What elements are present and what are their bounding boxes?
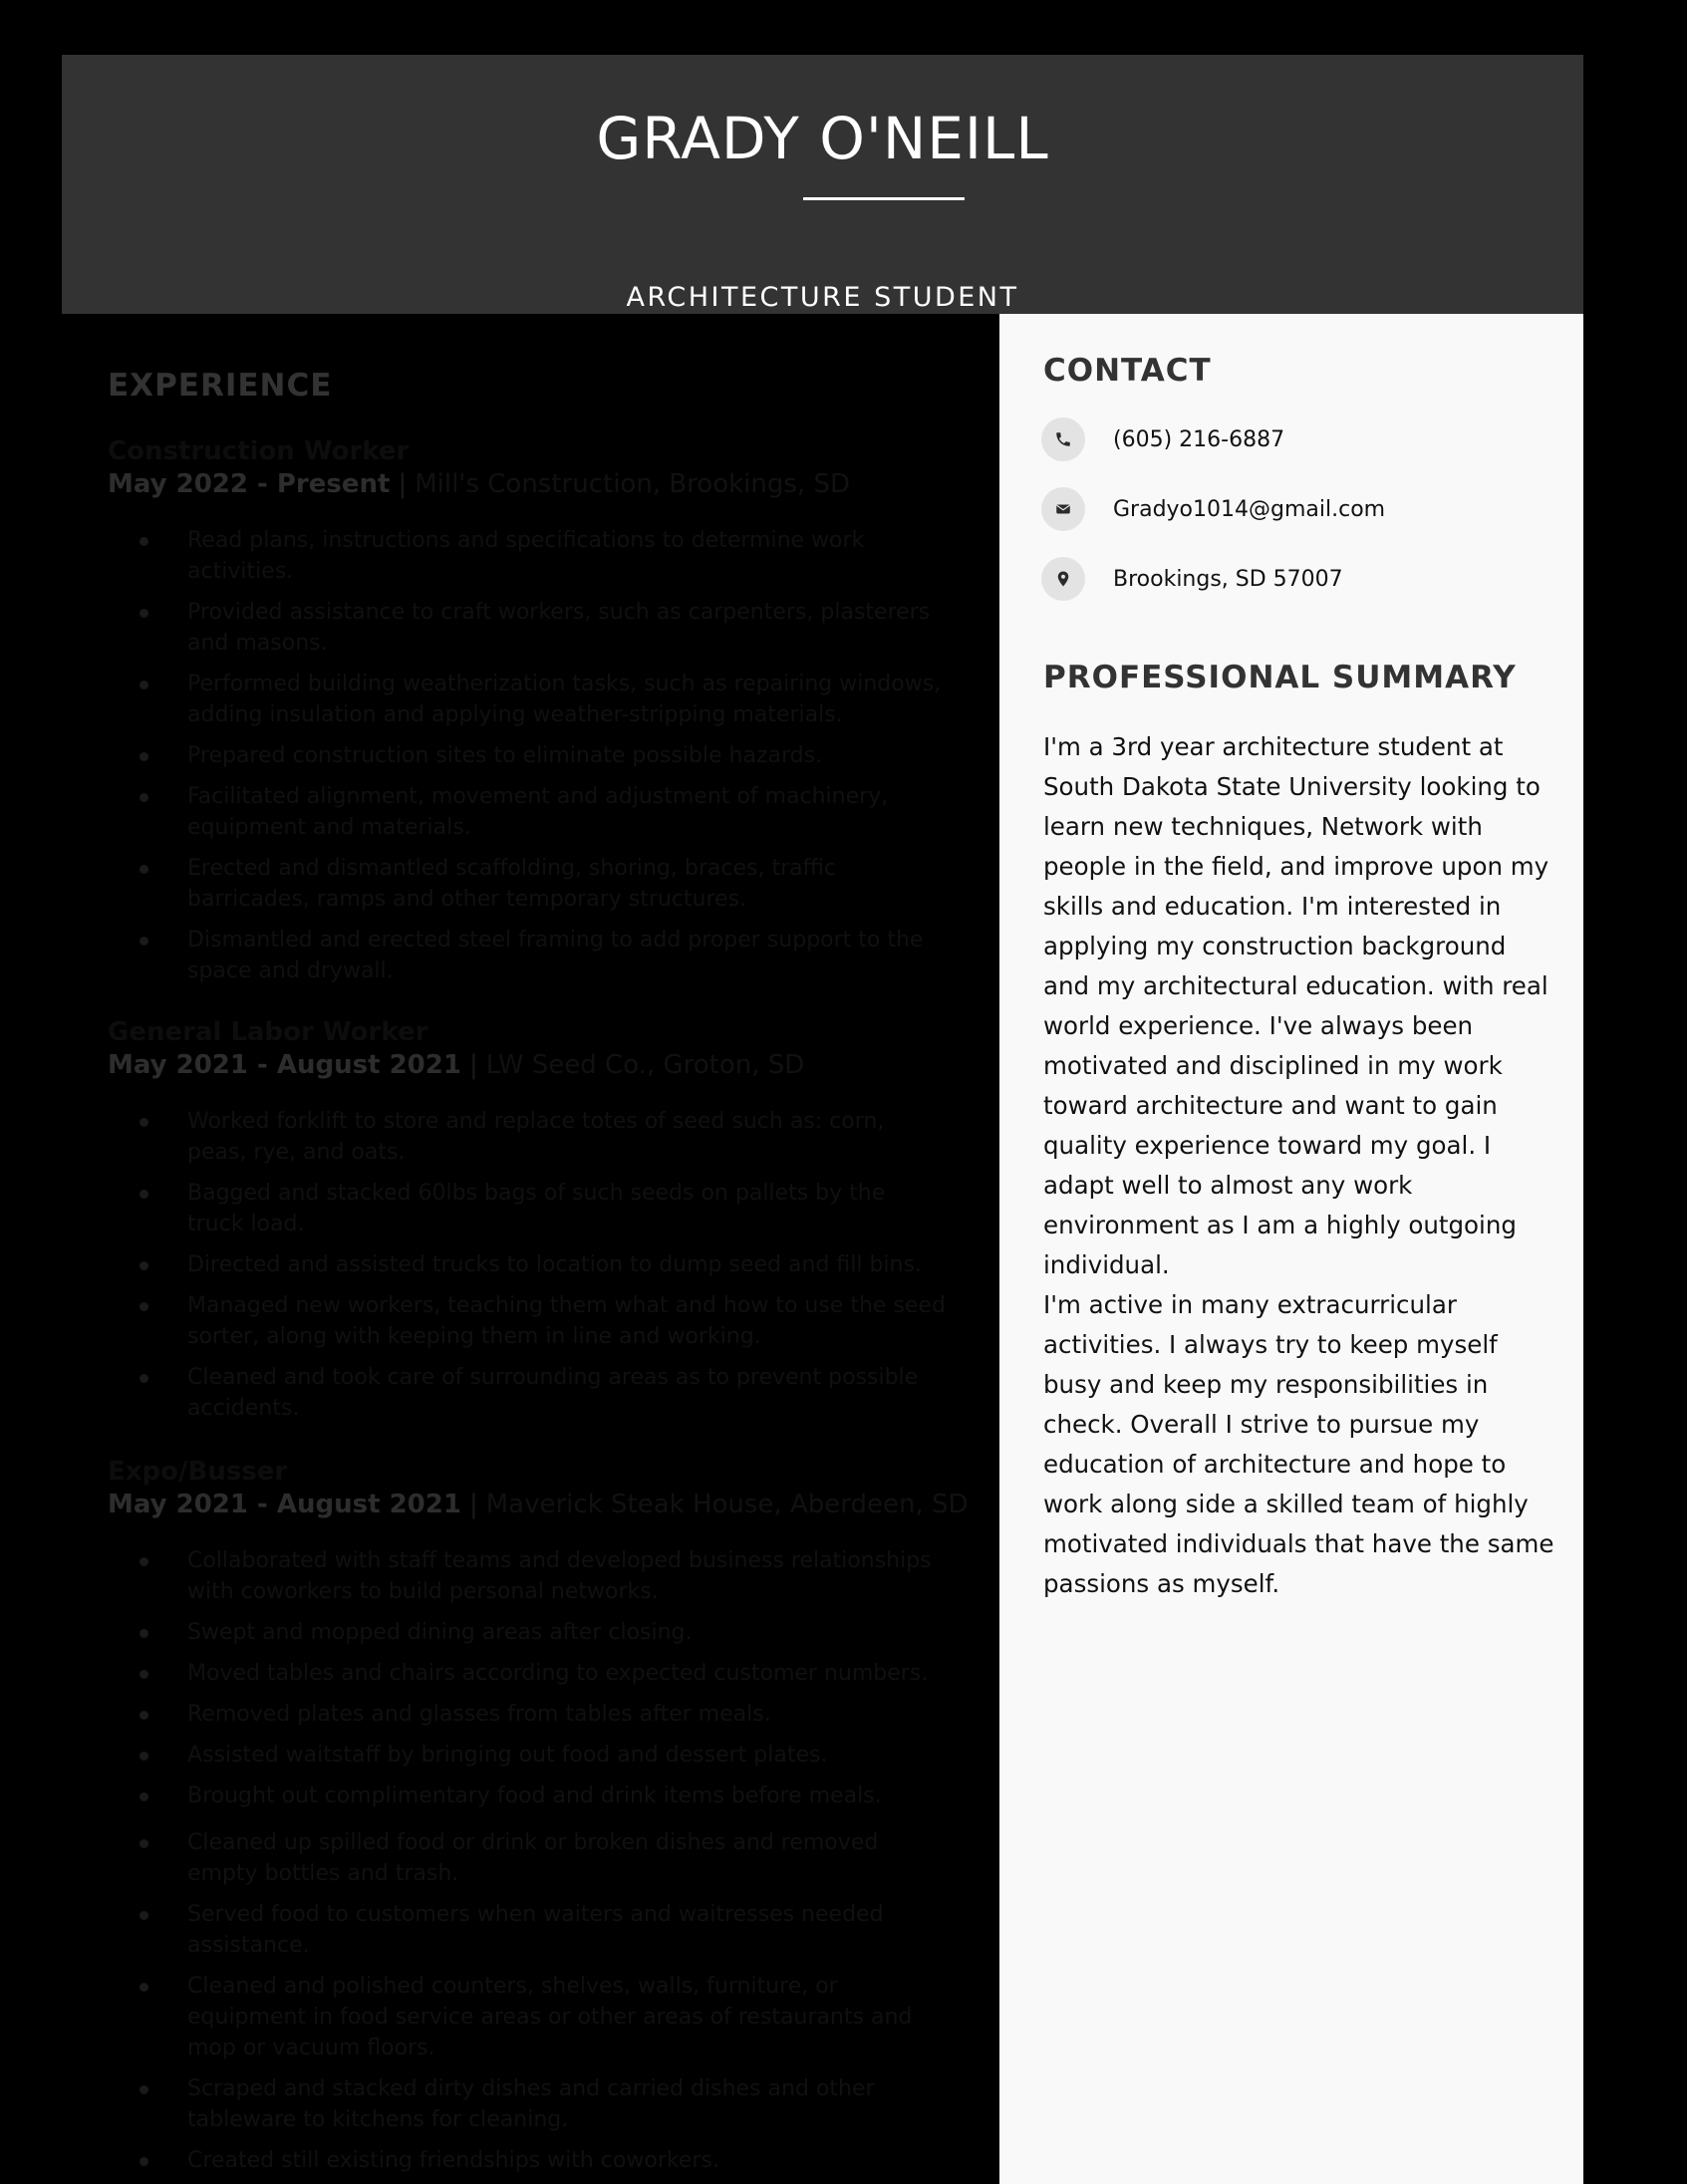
job-dates: May 2021 - August 2021 xyxy=(108,1490,461,1519)
job-bullets xyxy=(130,1106,947,1424)
header-divider xyxy=(803,197,965,200)
list-item: Assisted waitstaff by bringing out food and dessert plates. xyxy=(130,1740,947,1771)
job-company: Maverick Steak House, Aberdeen, SD xyxy=(485,1490,969,1519)
job-company: Mill's Construction, Brookings, SD xyxy=(415,469,850,499)
candidate-role: ARCHITECTURE STUDENT xyxy=(626,282,1019,313)
list-item: Cleaned and polished counters, shelves, walls, furniture, or equipment in food service areas or other areas of restaurants and mop or vacuum floors. xyxy=(130,1971,947,2063)
map-pin-icon xyxy=(1041,557,1085,601)
candidate-name: GRADY O'NEILL xyxy=(596,105,1049,172)
job-separator: | xyxy=(398,469,408,499)
list-item: Directed and assisted trucks to location to dump seed and fill bins. xyxy=(130,1249,947,1280)
job-meta xyxy=(108,471,850,497)
list-item: Served food to customers when waiters and waitresses needed assistance. xyxy=(130,1899,947,1961)
list-item: Erected and dismantled scaffolding, shoring, braces, traffic barricades, ramps and other temporary structures. xyxy=(130,853,947,915)
contact-phone xyxy=(1041,417,1284,461)
job-title: General Labor Worker xyxy=(108,1017,428,1047)
email-address: Gradyo1014@gmail.com xyxy=(1113,496,1386,522)
phone-icon xyxy=(1041,417,1085,461)
summary-heading: PROFESSIONAL SUMMARY xyxy=(1043,660,1517,695)
list-item: Managed new workers, teaching them what and how to use the seed sorter, along with keeping them in line and working. xyxy=(130,1290,947,1352)
job-bullets xyxy=(130,1545,947,2176)
phone-number: (605) 216-6887 xyxy=(1113,426,1285,452)
job-dates: May 2022 - Present xyxy=(108,469,391,499)
envelope-icon xyxy=(1041,487,1085,531)
list-item: Swept and mopped dining areas after closing. xyxy=(130,1617,947,1648)
contact-heading: CONTACT xyxy=(1043,353,1212,389)
list-item: Moved tables and chairs according to expected customer numbers. xyxy=(130,1658,947,1689)
job-separator: | xyxy=(468,1490,478,1519)
job-company: LW Seed Co., Groton, SD xyxy=(485,1050,805,1080)
list-item: Provided assistance to craft workers, such as carpenters, plasterers and masons. xyxy=(130,597,947,659)
contact-email xyxy=(1041,487,1385,531)
list-item: Brought out complimentary food and drink items before meals. xyxy=(130,1780,947,1811)
list-item: Bagged and stacked 60lbs bags of such seeds on pallets by the truck load. xyxy=(130,1178,947,1239)
job-bullets xyxy=(130,525,947,986)
resume-header xyxy=(62,55,1583,314)
summary-paragraph: I'm active in many extracurricular activities. I always try to keep myself busy and keep my responsibilities in check. Overall I strive to pursue my education of architecture and hope to work along side a skilled team of highly motivated individuals that have the same passions as myself. xyxy=(1043,1290,1554,1598)
list-item: Prepared construction sites to eliminate possible hazards. xyxy=(130,740,947,771)
list-item: Removed plates and glasses from tables after meals. xyxy=(130,1699,947,1730)
list-item: Cleaned up spilled food or drink or broken dishes and removed empty bottles and trash. xyxy=(130,1827,947,1889)
experience-heading: EXPERIENCE xyxy=(108,368,333,404)
location-text: Brookings, SD 57007 xyxy=(1113,566,1343,592)
list-item: Worked forklift to store and replace totes of seed such as: corn, peas, rye, and oats. xyxy=(130,1106,947,1168)
list-item: Facilitated alignment, movement and adjustment of machinery, equipment and materials. xyxy=(130,781,947,843)
job-title: Expo/Busser xyxy=(108,1457,288,1487)
list-item: Collaborated with staff teams and developed business relationships with coworkers to build personal networks. xyxy=(130,1545,947,1607)
list-item: Read plans, instructions and specifications to determine work activities. xyxy=(130,525,947,587)
list-item: Performed building weatherization tasks, such as repairing windows, adding insulation and applying weather-stripping materials. xyxy=(130,669,947,730)
list-item: Scraped and stacked dirty dishes and carried dishes and other tableware to kitchens for cleaning. xyxy=(130,2073,947,2135)
job-meta xyxy=(108,1492,969,1517)
summary-paragraph: I'm a 3rd year architecture student at South Dakota State University looking to learn new techniques, Network with people in the field, and improve upon my skills and education. I'm interested in applying my construction background and my architectural education. with real world experience. I've always been motivated and disciplined in my work toward architecture and want to gain quality experience toward my goal. I adapt well to almost any work environment as I am a highly outgoing individual. xyxy=(1043,732,1549,1279)
job-meta xyxy=(108,1052,804,1078)
summary-text xyxy=(1043,727,1556,1604)
list-item: Created still existing friendships with coworkers. xyxy=(130,2145,947,2176)
job-dates: May 2021 - August 2021 xyxy=(108,1050,461,1080)
job-separator: | xyxy=(468,1050,478,1080)
job-title: Construction Worker xyxy=(108,436,410,466)
contact-location xyxy=(1041,557,1343,601)
list-item: Dismantled and erected steel framing to add proper support to the space and drywall. xyxy=(130,925,947,986)
list-item: Cleaned and took care of surrounding areas as to prevent possible accidents. xyxy=(130,1362,947,1424)
